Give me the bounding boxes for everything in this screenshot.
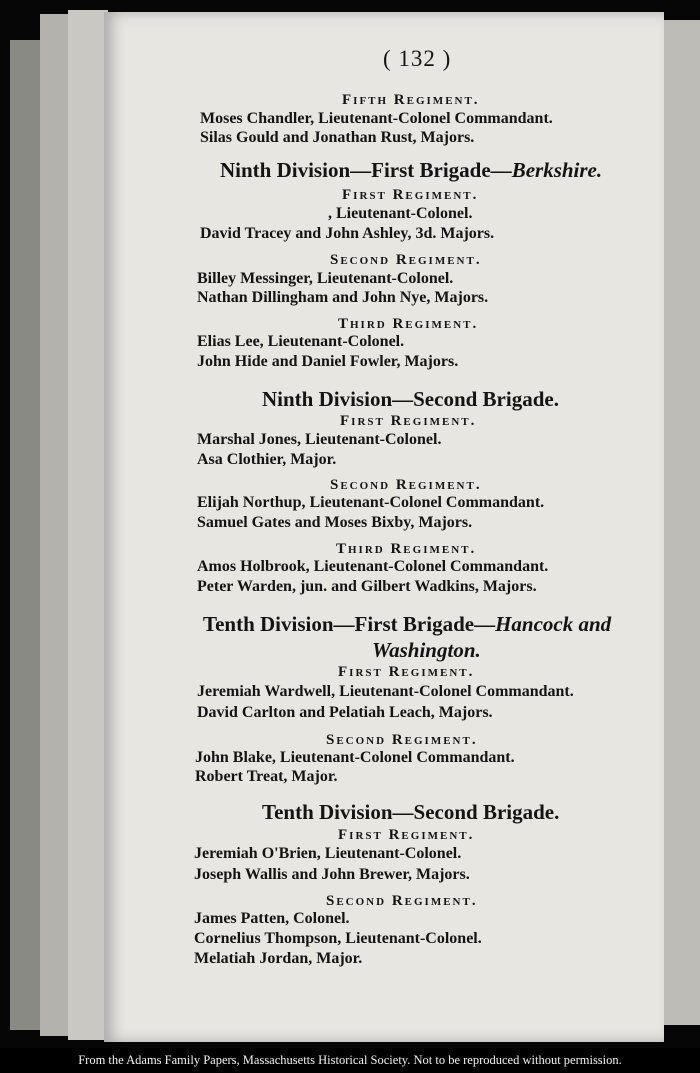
officer-entry: James Patten, Colonel. — [194, 910, 350, 927]
regiment-heading: First Regiment. — [340, 413, 477, 429]
officer-entry: Billey Messinger, Lieutenant-Colonel. — [197, 270, 454, 287]
regiment-heading: First Regiment. — [338, 664, 475, 680]
regiment-heading: Second Regiment. — [330, 477, 482, 493]
officer-entry: Moses Chandler, Lieutenant-Colonel Commandant. — [200, 110, 553, 127]
regiment-heading: First Regiment. — [342, 187, 479, 203]
officer-entry: Joseph Wallis and John Brewer, Majors. — [194, 866, 470, 883]
regiment-heading: First Regiment. — [338, 827, 475, 843]
officer-entry: Asa Clothier, Major. — [197, 451, 337, 468]
officer-entry: Jeremiah O'Brien, Lieutenant-Colonel. — [194, 845, 462, 862]
officer-entry: John Blake, Lieutenant-Colonel Commandant. — [195, 749, 515, 766]
regiment-heading: Fifth Regiment. — [342, 92, 480, 108]
page-number: ( 132 ) — [383, 46, 452, 71]
regiment-heading: Third Regiment. — [336, 541, 477, 557]
regiment-heading: Second Regiment. — [330, 252, 482, 268]
division-heading: Ninth Division—Second Brigade. — [262, 387, 559, 411]
division-heading: Ninth Division—First Brigade—Berkshire. — [220, 158, 603, 182]
officer-entry: Elijah Northup, Lieutenant-Colonel Commandant. — [197, 494, 545, 511]
regiment-heading: Second Regiment. — [326, 893, 478, 909]
officer-entry: , Lieutenant-Colonel. — [328, 205, 473, 222]
officer-entry: David Carlton and Pelatiah Leach, Majors. — [197, 704, 493, 721]
officer-entry: Cornelius Thompson, Lieutenant-Colonel. — [194, 930, 482, 947]
officer-entry: Marshal Jones, Lieutenant-Colonel. — [197, 431, 442, 448]
regiment-heading: Second Regiment. — [326, 732, 478, 748]
officer-entry: Samuel Gates and Moses Bixby, Majors. — [197, 514, 473, 531]
officer-entry: John Hide and Daniel Fowler, Majors. — [197, 353, 459, 370]
permission-footer: From the Adams Family Papers, Massachusetts Historical Society. Not to be reproduced without permission. — [78, 1053, 622, 1067]
division-heading-continued: Washington. — [372, 638, 481, 662]
officer-entry: Melatiah Jordan, Major. — [194, 950, 363, 967]
division-heading: Tenth Division—Second Brigade. — [262, 800, 560, 824]
officer-entry: Jeremiah Wardwell, Lieutenant-Colonel Commandant. — [197, 683, 574, 700]
division-heading: Tenth Division—First Brigade—Hancock and — [203, 612, 612, 636]
officer-entry: Robert Treat, Major. — [195, 768, 338, 785]
regiment-heading: Third Regiment. — [338, 316, 479, 332]
officer-entry: Peter Warden, jun. and Gilbert Wadkins, Majors. — [197, 578, 537, 595]
officer-entry: Amos Holbrook, Lieutenant-Colonel Commandant. — [197, 558, 549, 575]
officer-entry: David Tracey and John Ashley, 3d. Majors. — [200, 225, 495, 242]
officer-entry: Elias Lee, Lieutenant-Colonel. — [197, 333, 405, 350]
officer-entry: Silas Gould and Jonathan Rust, Majors. — [200, 129, 475, 146]
officer-entry: Nathan Dillingham and John Nye, Majors. — [197, 289, 489, 306]
